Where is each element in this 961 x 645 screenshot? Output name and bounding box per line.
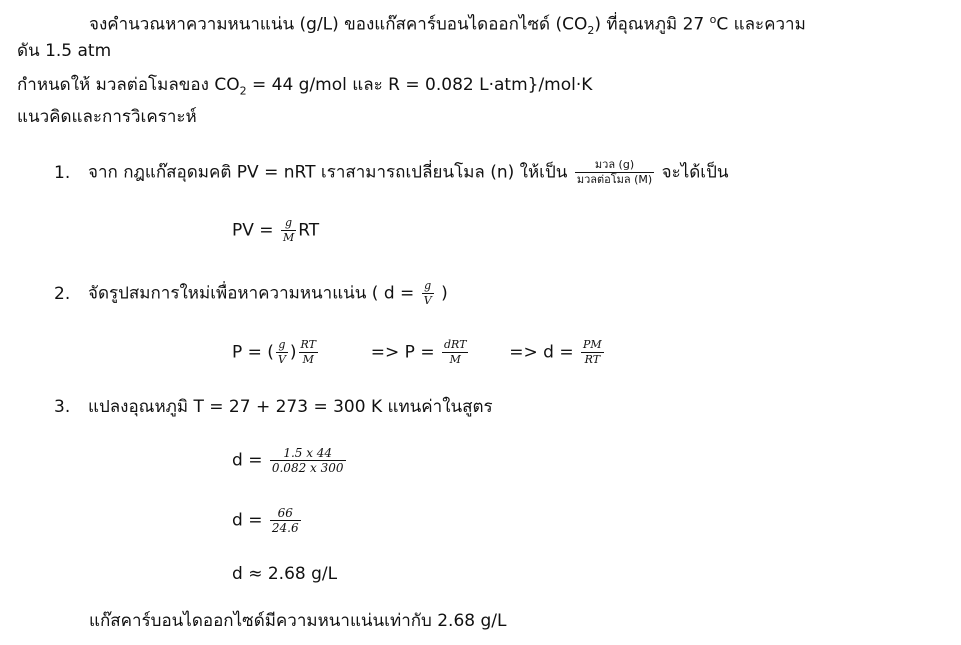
given-line (17, 74, 592, 102)
calc-simplified (232, 506, 303, 535)
fraction-numerator: 66 (277, 506, 293, 520)
fraction-numerator: g (278, 338, 286, 351)
step-3 (54, 396, 493, 418)
fraction-denominator: V (277, 353, 286, 366)
fraction-numerator: RT (300, 338, 316, 351)
fraction-substitution (270, 446, 346, 475)
problem-text-b: ) ที่อุณหภูมิ 27 (594, 14, 710, 35)
fraction-g-over-v (422, 279, 434, 308)
problem-text-c: C และความ (716, 14, 806, 35)
equation-rhs: RT (298, 220, 320, 241)
given-subscript: 2 (239, 84, 247, 98)
step-text: จาก กฎแก๊สอุดมคติ PV = nRT เราสามารถเปลี่ยนโมล (n) ให้เป็น (88, 162, 568, 183)
step-text-after: ) (441, 283, 448, 304)
fraction-numerator: g (424, 279, 432, 292)
calc-lhs: d = (232, 450, 263, 471)
conclusion: แก๊สคาร์บอนไดออกไซด์มีความหนาแน่นเท่ากับ 2.68 g/L (89, 611, 507, 631)
step-2 (54, 279, 448, 308)
problem-text: จงคำนวณหาความหนาแน่น (g/L) ของแก๊สคาร์บอนไดออกไซด์ (CO (89, 14, 588, 35)
fraction-denominator: 0.082 x 300 (271, 461, 344, 475)
fraction-g-over-v (276, 338, 288, 367)
degree-sign: o (709, 13, 717, 26)
given-text: กำหนดให้ มวลต่อโมลของ CO (17, 75, 240, 95)
step-text: แปลงอุณหภูมิ T = 27 + 273 = 300 K แทนค่าในสูตร (88, 397, 493, 417)
calc-substitution (232, 446, 348, 475)
equation-pv (232, 216, 319, 245)
problem-line-2: ดัน 1.5 atm (17, 41, 112, 61)
step-text: จัดรูปสมการใหม่เพื่อหาความหนาแน่น ( d = (88, 283, 415, 304)
fraction-numerator: dRT (443, 338, 467, 351)
close-paren: ) (289, 342, 297, 363)
co2-subscript: 2 (587, 24, 595, 38)
step-number: 1. (54, 162, 71, 183)
problem-line-1 (89, 9, 806, 42)
fraction-numerator: PM (583, 338, 602, 351)
fraction-rt-over-m (299, 338, 318, 367)
fraction-simplified (270, 506, 301, 535)
step-number: 2. (54, 283, 71, 304)
fraction-denominator: มวลต่อโมล (M) (576, 173, 653, 186)
fraction-numerator: g (285, 216, 293, 229)
arrow-step-2: => d = (509, 342, 574, 363)
fraction-g-over-m (281, 216, 296, 245)
fraction-denominator: RT (581, 352, 604, 367)
equation-lhs: PV = (232, 220, 274, 241)
step-text-after: จะได้เป็น (661, 162, 729, 183)
section-heading: แนวคิดและการวิเคราะห์ (17, 107, 197, 127)
step-number: 3. (54, 397, 71, 417)
fraction-numerator: มวล (g) (594, 158, 635, 171)
fraction-denominator: M (299, 352, 318, 367)
given-text-b: = 44 g/mol และ R = 0.082 L·atm}/mol·K (246, 75, 593, 95)
fraction-denominator: M (282, 231, 295, 244)
step-1 (54, 158, 729, 187)
fraction-numerator: 1.5 x 44 (283, 446, 333, 460)
calc-lhs: d = (232, 510, 263, 531)
fraction-mass-over-molar-mass (575, 158, 654, 187)
fraction-denominator: 24.6 (271, 521, 299, 535)
equation-lhs: P = ( (232, 342, 274, 363)
arrow-step-1: => P = (370, 342, 435, 363)
fraction-denominator: M (442, 352, 468, 367)
calc-result: d ≈ 2.68 g/L (232, 564, 338, 584)
fraction-drt-over-m (442, 338, 468, 367)
fraction-pm-over-rt (581, 338, 604, 367)
fraction-denominator: V (423, 294, 432, 307)
equation-density-derivation (232, 338, 606, 367)
